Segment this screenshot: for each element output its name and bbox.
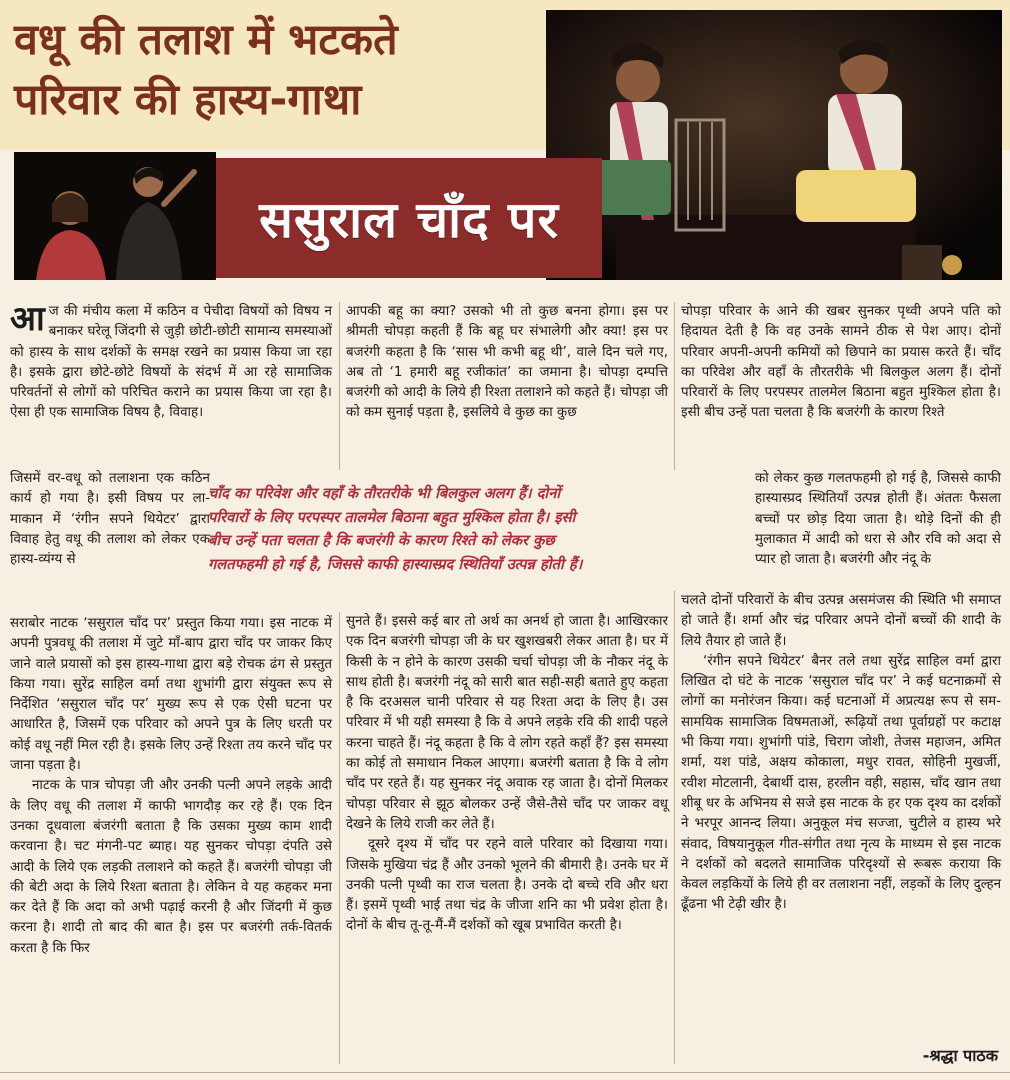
pull-quote-line: गलतफहमी हो गई है, जिससे काफी हास्यास्प्रद स्थितियाँ उत्पन्न होती हैं। [208,555,583,573]
drop-cap: आ [10,299,45,339]
play-title-banner [216,158,602,278]
pull-quote-line: चाँद का परिवेश और वहाँ के तौरतरीके भी बिलकुल अलग हैं। दोनों [208,485,561,502]
article-column-2-body [346,612,668,937]
play-title: ससुराल चाँद पर [259,191,559,249]
headline-line-1: वधू की तलाश में भटकते [14,15,398,65]
stage-photo-inset [14,152,216,280]
paragraph: सराबोर नाटक ‘ससुराल चाँद पर’ प्रस्तुत किया गया। इस नाटक में अपनी पुत्रवधू की तलाश में जुटे माँ-बाप द्वारा चाँद पर जाकर किए जाने वाले प्रयासों को इस हास्य-गाथा द्वारा बड़े रोचक ढंग से प्रस्तुत किया गया। सुरेंद्र साहिल वर्मा तथा शुभांगी द्वारा संयुक्त रूप से निर्देशित ‘ससुराल चाँद पर’ मुख्य रूप से एक ऐसी घटना पर आधारित है, जिसमें एक परिवार को अपने पुत्र के लिए धरती पर कोई वधू नहीं मिल रही है। इसके लिए उन्हें रिश्ता तय करने चाँद पर जाना पड़ता है। [10,616,332,774]
paragraph: दूसरे दृश्य में चाँद पर रहने वाले परिवार को दिखाया गया। जिसके मुखिया चंद्र हैं और उनको भूलने की बीमारी है। उनके घर में उनकी पत्नी पृथ्वी का राज चलता है। उनके दो बच्चे रवि और धरा हैं। इसमें पृथ्वी भाई तथा चंद्र के जीजा शनि का भी प्रवेश होता है। दोनों के बीच तू-तू-मैं-मैं दर्शकों को खूब प्रभावित करती है। [346,837,668,934]
headline-line-2: परिवार की हास्य-गाथा [14,75,362,125]
headline [14,10,544,130]
pull-quote-line: परिवारों के लिए परपस्पर तालमेल बिठाना बहुत मुश्किल होता है। इसी [208,508,576,526]
bottom-rule [0,1072,1010,1073]
article-column-3-narrow [755,469,1001,570]
column-rule [339,612,340,1064]
stage-photo-main [546,10,1002,280]
paragraph: सुनते हैं। इससे कई बार तो अर्थ का अनर्थ हो जाता है। आखिरकार एक दिन बजरंगी चोपड़ा जी के घर खुशखबरी लेकर आता है। घर में किसी के न होने के कारण उसकी चर्चा चोपड़ा जी के नौकर नंदू के साथ होती है। बजरंगी नंदू को सारी बात सही-सही बताते हुए कहता है कि दरअसल चानी परिवार से यह रिश्ता अदा के लिए है। उस परिवार में भी यही समस्या है कि वे अपने लड़के रवि की शादी पहले करना चाहते हैं। नंदू कहता है कि वे लोग रहते कहाँ हैं? इस समस्या का कोई तो समाधान निकल आएगा। बजरंगी बताता है कि वे लोग चाँद पर रहते हैं। यह सुनकर नंदू अवाक रह जाता है। दोनों मिलकर चोपड़ा परिवार से झूठ बोलकर उन्हें जैसे-तैसे चाँद पर जाकर वधू देखने के लिये राजी कर लेते हैं। [346,614,668,832]
article-column-1-narrow [10,469,210,570]
pull-quote [208,482,742,576]
column-rule [674,591,675,1064]
article-column-1-body [10,614,332,959]
paragraph: को लेकर कुछ गलतफहमी हो गई है, जिससे काफी हास्यास्प्रद स्थितियाँ उत्पन्न होती हैं। अंततः फैसला बच्चों पर छोड़ दिया जाता है। थोड़े दिनों की ही मुलाकात में आदी को धरा से और रवि को अदा से प्यार हो जाता है। बजरंगी और नंदू के [755,471,1001,568]
article-column-1-intro [10,299,332,424]
intro-paragraph: ज की मंचीय कला में कठिन व पेचीदा विषयों को विषय न बनाकर घरेलू जिंदगी से जुड़ी छोटी-छोटी सामान्य समस्याओं को हास्य के साथ दर्शकों के समक्ष रखने का प्रयास किया जा रहा है। इसके द्वारा छोटे-छोटे विषयों के संदर्भ में आ रहे सामाजिक परिवर्तनों से लोगों को परिचित कराने का प्रयास किया जा रहा है। ऐसा ही एक सामाजिक विषय है, विवाह। [10,304,332,421]
column-rule [674,302,675,470]
paragraph: आपकी बहू का क्या? उसको भी तो कुछ बनना होगा। इस पर श्रीमती चोपड़ा कहती हैं कि बहू घर संभालेगी और क्या! इस पर बजरंगी कहता है कि ‘सास भी कभी बहू थी’, वाले दिन चले गए, अब तो ‘1 हमारी बहू रजीकांत’ का जमाना है। चोपड़ा दम्पत्ति बजरंगी को आदी के लिये ही रिश्ता तलाशने को कहते हैं। चोपड़ा जी को कम सुनाई पड़ता है, इसलिये वे कुछ का कुछ [346,304,668,421]
article-column-3-top [681,302,1001,424]
paragraph: नाटक के पात्र चोपड़ा जी और उनकी पत्नी अपने लड़के आदी के लिए वधू की तलाश में काफी भागदौड़ कर रहे हैं। एक दिन उनका दूधवाला बंजरंगी बताता है कि उसका मुख्य काम शादी करवाना है। चट मंगनी-पट ब्याह। यह सुनकर चोपड़ा दंपति उसे आदी के लिये एक लड़की तलाशने को कहते हैं। बजरंगी चोपड़ा जी की बेटी अदा के लिये रिश्ता बताता है। लेकिन वे यह कहकर मना कर देते हैं कि अदा को अभी पढ़ाई करनी है और जिंदगी में कुछ करना है। शादी तो बाद की बात है। इस पर बजरंगी तर्क-वितर्क करता है कि फिर [10,778,332,956]
article-column-3-body [681,591,1001,916]
paragraph: चलते दोनों परिवारों के बीच उत्पन्न असमंजस की स्थिति भी समाप्त हो जाते हैं। शर्मा और चंद्र परिवार अपने दोनों बच्चों की शादी के लिये तैयार हो जाते हैं। [681,593,1001,649]
column-rule [339,302,340,470]
pull-quote-line: बीच उन्हें पता चलता है कि बजरंगी के कारण रिश्ते को लेकर कुछ [208,532,555,550]
author-byline: -श्रद्धा पाठक [922,1046,998,1065]
paragraph: जिसमें वर-वधू को तलाशना एक कठिन कार्य हो गया है। इसी विषय पर ला-माकान में ‘रंगीन सपने थियेटर’ द्वारा विवाह हेतु वधू की तलाश को लेकर एक हास्य-व्यंग्य से [10,471,210,568]
paragraph: ‘रंगीन सपने थियेटर’ बैनर तले तथा सुरेंद्र साहिल वर्मा द्वारा लिखित दो घंटे के नाटक ‘ससुराल चाँद पर’ ने कई घटनाक्रमों से लोगों का मनोरंजन किया। कई घटनाओं में अप्रत्यक्ष रूप से सम-सामयिक सामाजिक विषमताओं, रूढ़ियों तथा पूर्वाग्रहों पर कटाक्ष भी किया गया। शुभांगी पांडे, चिराग जोशी, तेजस महाजन, अमित शर्मा, यश पांडे, अक्षय कोकाला, मधुर रावत, सोहिनी मुखर्जी, रवीश मोटलानी, देबार्थी दास, हरलीन वही, सहास, चाँद खान तथा शीबू धर के अभिनय से सजे इस नाटक के हर एक दृश्य का दर्शकों ने भरपूर आनन्द लिया। अनुकूल मंच सज्जा, चुटीले व हास्य भरे संवाद, विषयानुकूल गीत-संगीत तथा नृत्य के माध्यम से इस नाटक ने दर्शकों को बदलते सामाजिक परिदृश्यों से रूबरू कराया कि केवल लड़कियों के लिये ही वर तलाशना नहीं, लड़कों के लिए दुल्हन ढूँढना भी टेढ़ी खीर है। [681,653,1001,913]
article-column-2-top [346,302,668,424]
paragraph: चोपड़ा परिवार के आने की खबर सुनकर पृथ्वी अपने पति को हिदायत देती है कि वह उनके सामने ठीक से पेश आए। दोनों परिवार अपनी-अपनी कमियों को छिपाने का प्रयास करते हैं। चाँद का परिवेश और वहाँ के तौरतरीके भी बिलकुल अलग हैं। दोनों परिवारों के लिए परपस्पर तालमेल बिठाना बहुत मुश्किल होता है। इसी बीच उन्हें पता चलता है कि बजरंगी के कारण रिश्ते [681,304,1001,421]
